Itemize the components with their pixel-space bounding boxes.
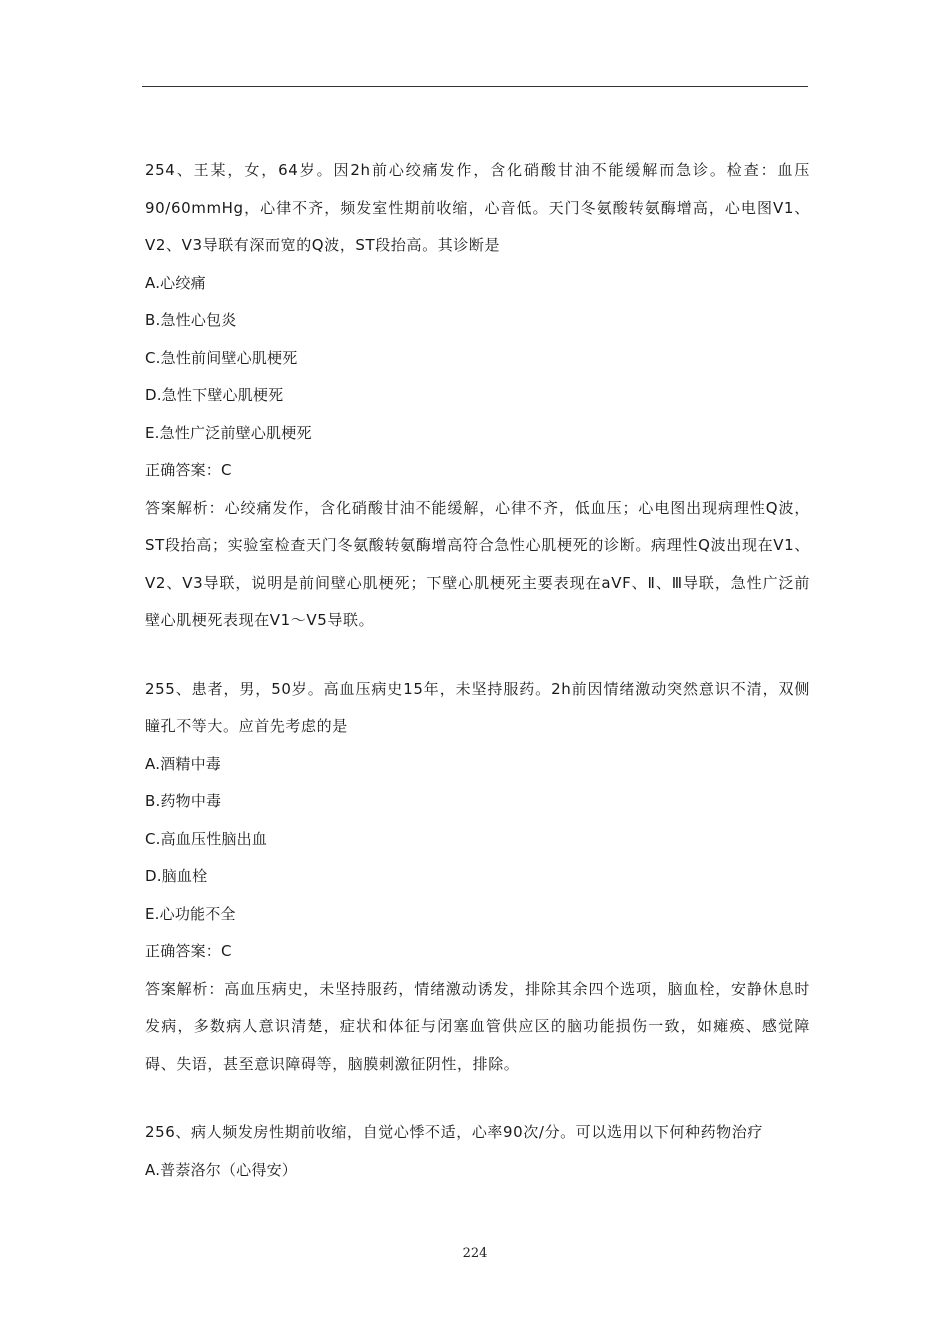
- option-b: B.急性心包炎: [145, 311, 237, 329]
- correct-answer: 正确答案：C: [145, 942, 232, 960]
- option-c: C.急性前间壁心肌梗死: [145, 348, 298, 367]
- page-content: [145, 152, 810, 1220]
- option-a: A.酒精中毒: [145, 754, 221, 773]
- question-255: [145, 671, 810, 1084]
- option-b: B.药物中毒: [145, 792, 222, 810]
- question-stem: 254、王某，女，64岁。因2h前心绞痛发作，含化硝酸甘油不能缓解而急诊。检查：血压90/60mmHg，心律不齐，频发室性期前收缩，心音低。天门冬氨酸转氨酶增高，心电图V1、V2、V3导联有深而宽的Q波，ST段抬高。其诊断是: [145, 161, 810, 254]
- question-stem: 255、患者，男，50岁。高血压病史15年，未坚持服药。2h前因情绪激动突然意识不清，双侧瞳孔不等大。应首先考虑的是: [145, 679, 810, 735]
- option-e: E.急性广泛前壁心肌梗死: [145, 423, 312, 442]
- option-a: A.普萘洛尔（心得安）: [145, 1160, 297, 1179]
- option-d: D.脑血栓: [145, 867, 208, 885]
- question-stem: 256、病人频发房性期前收缩，自觉心悸不适，心率90次/分。可以选用以下何种药物治疗: [145, 1123, 763, 1141]
- question-254: [145, 152, 810, 640]
- option-e: E.心功能不全: [145, 904, 236, 923]
- page-number: 224: [462, 1246, 488, 1261]
- option-d: D.急性下壁心肌梗死: [145, 386, 284, 404]
- option-c: C.高血压性脑出血: [145, 829, 268, 848]
- question-256: [145, 1114, 810, 1189]
- answer-analysis: 答案解析：高血压病史，未坚持服药，情绪激动诱发，排除其余四个选项，脑血栓，安静休息时发病，多数病人意识清楚，症状和体征与闭塞血管供应区的脑功能损伤一致，如瘫痪、感觉障碍、失语，甚至意识障碍等，脑膜刺激征阴性，排除。: [145, 979, 810, 1073]
- header-rule: [142, 86, 808, 87]
- correct-answer: 正确答案：C: [145, 461, 232, 479]
- answer-analysis: 答案解析：心绞痛发作，含化硝酸甘油不能缓解，心律不齐，低血压；心电图出现病理性Q波，ST段抬高；实验室检查天门冬氨酸转氨酶增高符合急性心肌梗死的诊断。病理性Q波出现在V1、V2、V3导联，说明是前间壁心肌梗死；下壁心肌梗死主要表现在aVF、Ⅱ、Ⅲ导联，急性广泛前壁心肌梗死表现在V1～V5导联。: [145, 498, 810, 629]
- option-a: A.心绞痛: [145, 273, 206, 292]
